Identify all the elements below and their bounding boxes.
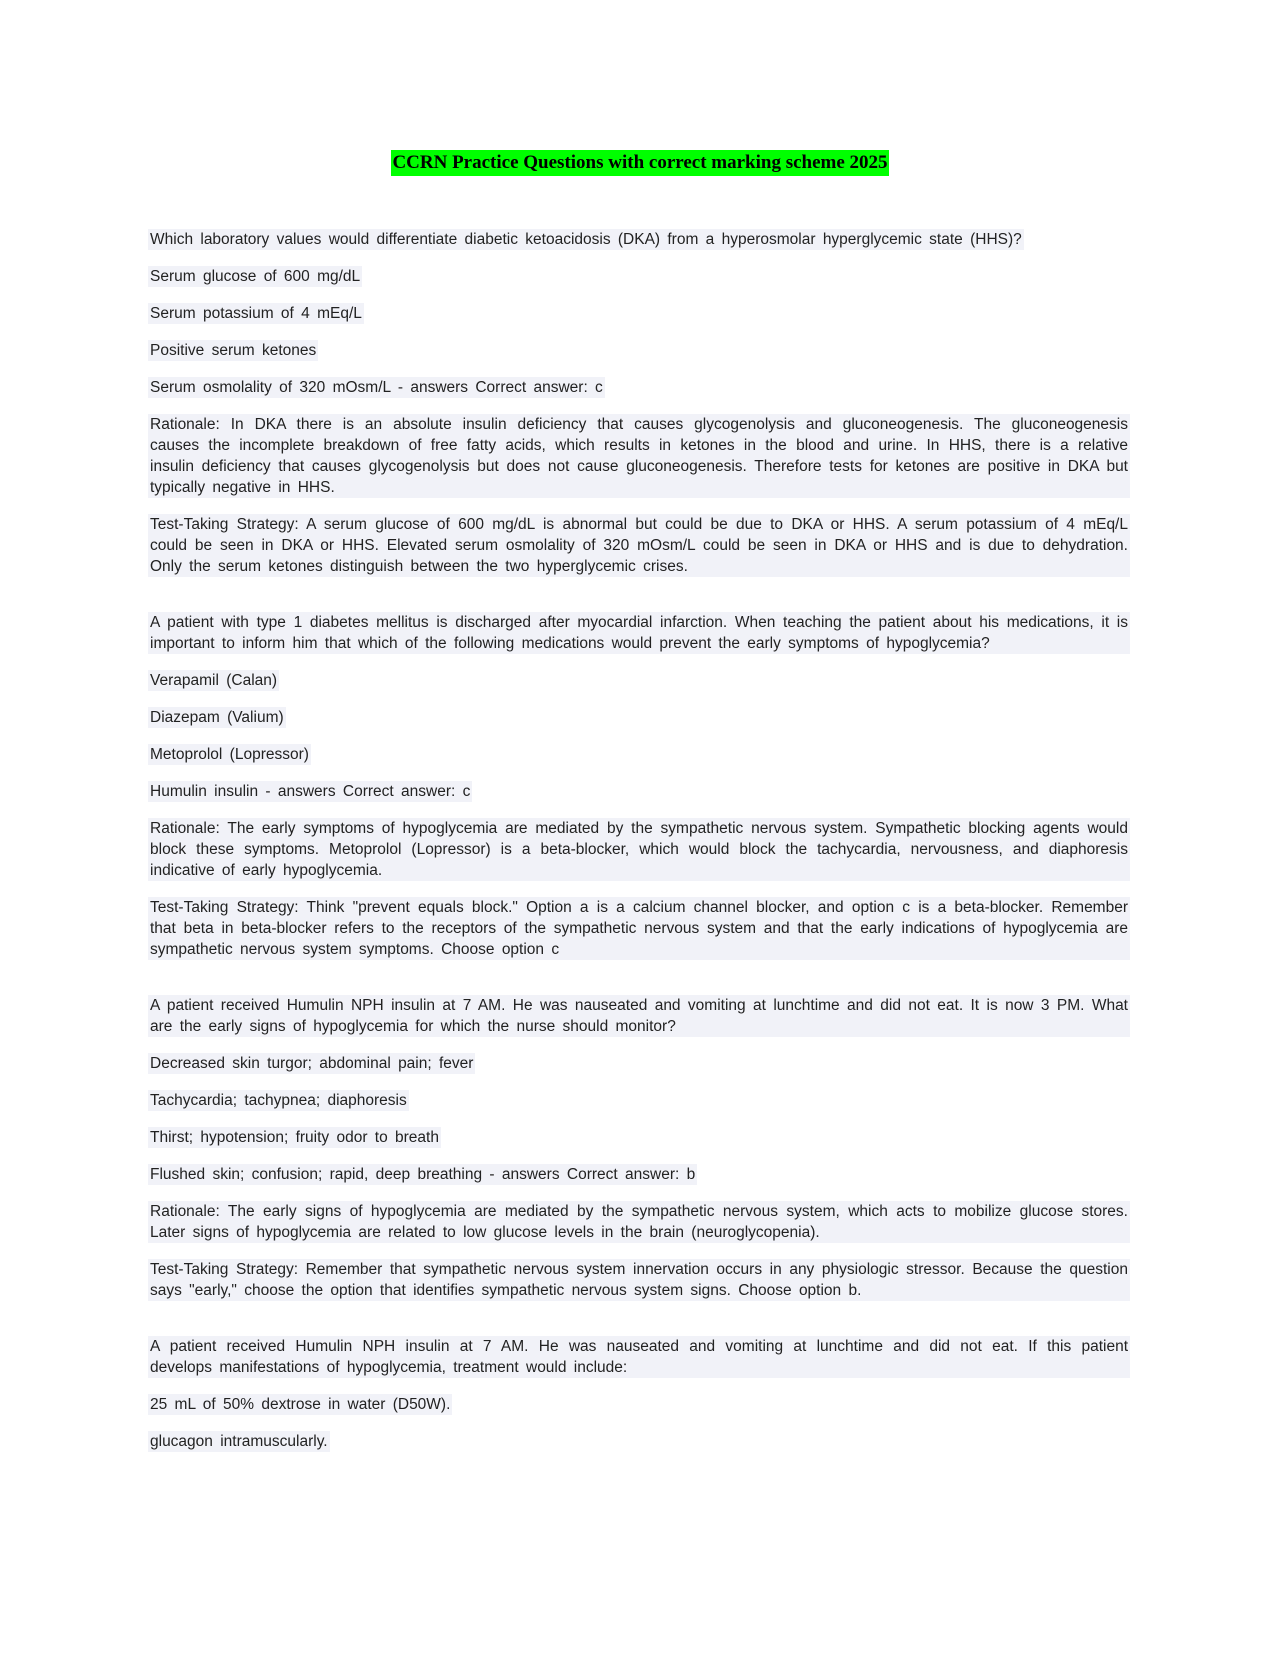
answer-option-d: Flushed skin; confusion; rapid, deep breathing - answers Correct answer: b <box>150 1166 696 1183</box>
strategy-text: Test-Taking Strategy: Remember that sympathetic nervous system innervation occurs in any physiologic stressor. Because the question says "early," choose the option that identifies sympathetic nervous system signs. Choose option b. <box>150 1261 1128 1299</box>
answer-option-b: Serum potassium of 4 mEq/L <box>150 305 362 322</box>
rationale-text: Rationale: In DKA there is an absolute insulin deficiency that causes glycogenolysis and gluconeogenesis. The gluconeogenesis causes the incomplete breakdown of free fatty acids, which results in ketones in the blood and urine. In HHS, there is a relative insulin deficiency that causes glycogenolysis but does not cause gluconeogenesis. Therefore tests for ketones are positive in DKA but typically negative in HHS. <box>150 416 1128 496</box>
strategy-text: Test-Taking Strategy: A serum glucose of 600 mg/dL is abnormal but could be due to DKA or HHS. A serum potassium of 4 mEq/L could be seen in DKA or HHS. Elevated serum osmolality of 320 mOsm/L could be seen in DKA or HHS and is due to dehydration. Only the serum ketones distinguish between the two hyperglycemic crises. <box>150 516 1128 575</box>
answer-option-b: Diazepam (Valium) <box>150 709 284 726</box>
question-stem: A patient with type 1 diabetes mellitus is discharged after myocardial infarction. When teaching the patient about his medications, it is important to inform him that which of the following medications would prevent the early symptoms of hypoglycemia? <box>150 614 1128 652</box>
answer-option-c: Thirst; hypotension; fruity odor to breath <box>150 1129 439 1146</box>
answer-option-a: Serum glucose of 600 mg/dL <box>150 268 361 285</box>
question-block-3 <box>150 995 1130 1301</box>
question-stem: A patient received Humulin NPH insulin at 7 AM. He was nauseated and vomiting at lunchtime and did not eat. If this patient develops manifestations of hypoglycemia, treatment would include: <box>150 1338 1128 1376</box>
rationale-text: Rationale: The early signs of hypoglycemia are mediated by the sympathetic nervous system, which acts to mobilize glucose stores. Later signs of hypoglycemia are related to low glucose levels in the brain (neuroglycopenia). <box>150 1203 1128 1241</box>
answer-option-d: Humulin insulin - answers Correct answer: c <box>150 783 471 800</box>
question-stem: A patient received Humulin NPH insulin at 7 AM. He was nauseated and vomiting at lunchtime and did not eat. It is now 3 PM. What are the early signs of hypoglycemia for which the nurse should monitor? <box>150 997 1128 1035</box>
document-title: CCRN Practice Questions with correct marking scheme 2025 <box>391 150 888 176</box>
question-block-2 <box>150 612 1130 960</box>
answer-option-a: Decreased skin turgor; abdominal pain; fever <box>150 1055 474 1072</box>
answer-option-b: glucagon intramuscularly. <box>150 1433 328 1450</box>
rationale-text: Rationale: The early symptoms of hypoglycemia are mediated by the sympathetic nervous system. Sympathetic blocking agents would block these symptoms. Metoprolol (Lopressor) is a beta-blocker, which would block the tachycardia, nervousness, and diaphoresis indicative of early hypoglycemia. <box>150 820 1128 879</box>
strategy-text: Test-Taking Strategy: Think "prevent equals block." Option a is a calcium channel blocker, and option c is a beta-blocker. Remember that beta in beta-blocker refers to the receptors of the sympathetic nervous system and that the early indications of hypoglycemia are sympathetic nervous system symptoms. Choose option c <box>150 899 1128 958</box>
answer-option-a: 25 mL of 50% dextrose in water (D50W). <box>150 1396 451 1413</box>
answer-option-a: Verapamil (Calan) <box>150 672 278 689</box>
question-stem: Which laboratory values would differentiate diabetic ketoacidosis (DKA) from a hyperosmolar hyperglycemic state (HHS)? <box>150 231 1022 248</box>
answer-option-b: Tachycardia; tachypnea; diaphoresis <box>150 1092 407 1109</box>
answer-option-c: Positive serum ketones <box>150 342 317 359</box>
answer-option-c: Metoprolol (Lopressor) <box>150 746 309 763</box>
question-block-1 <box>150 229 1130 577</box>
question-block-4 <box>150 1336 1130 1468</box>
answer-option-d: Serum osmolality of 320 mOsm/L - answers Correct answer: c <box>150 379 603 396</box>
document-body <box>150 229 1130 1468</box>
